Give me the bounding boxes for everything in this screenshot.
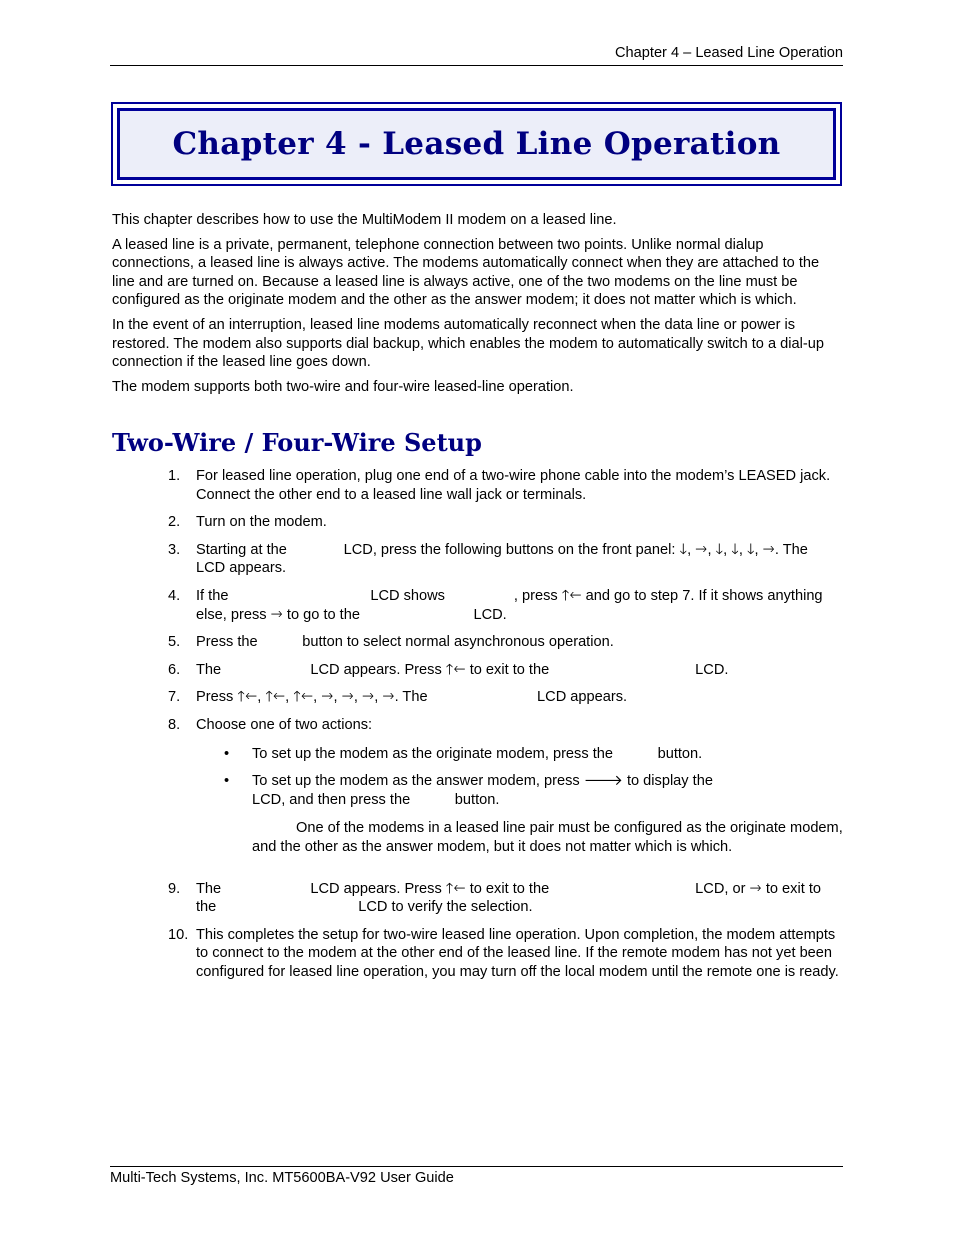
list-item (196, 772, 855, 809)
step-8-body (196, 716, 855, 871)
step-text: For leased line operation, plug one end of a two-wire phone cable into the modem’s LEASED jack. Connect the other end to a leased line wall jack or terminals. (196, 468, 831, 503)
step-number: 7. (168, 689, 181, 706)
step-text: Press 🡑🡐, 🡑🡐, 🡑🡐, 🡒, 🡒, 🡒, 🡒. The LCD appears. (196, 689, 628, 706)
running-header (110, 44, 843, 66)
step-number: 4. (168, 587, 181, 604)
bullet-icon: • (224, 773, 230, 790)
step-text: Turn on the modem. (196, 514, 327, 531)
step-number: 5. (168, 634, 181, 651)
step-number: 6. (168, 661, 181, 678)
page-footer (110, 1166, 843, 1188)
step-number: 9. (168, 880, 181, 897)
list-item (112, 926, 843, 982)
list-item (112, 513, 843, 532)
step-text: Starting at the LCD, press the following buttons on the front panel: 🡓, 🡒, 🡓, 🡓, 🡓, 🡒. The LCD appears. (196, 541, 950, 577)
list-item (112, 541, 950, 578)
list-item (112, 688, 843, 707)
step-number: 10. (168, 926, 189, 943)
list-item (112, 633, 843, 652)
step-number: 2. (168, 514, 181, 531)
list-item (112, 467, 843, 504)
step-text: The LCD appears. Press 🡑🡐 to exit to the LCD. (196, 661, 729, 678)
step-number: 1. (168, 468, 181, 484)
chapter-title-inner (117, 108, 836, 180)
step-number: 3. (168, 541, 181, 558)
setup-steps-list (112, 467, 950, 990)
chapter-title-box (111, 102, 842, 186)
intro-paragraph-2: A leased line is a private, permanent, telephone connection between two points. Unlike normal dialup connections, a leased line is always active. The modems automatically connect when they are attached to the line and are turned on. Because a leased line is always active, one of the two modems on the line must be configured as the originate modem and the other as the answer modem; it does not matter which is which. (112, 236, 820, 309)
option-text: To set up the modem as the answer modem, press 🡒 to display the LCD, and then press the button. (252, 773, 855, 808)
step-text: The LCD appears. Press 🡑🡐 to exit to the LCD, or 🡒 to exit to the LCD to verify the selection. (196, 880, 826, 916)
step-text: If the LCD shows , press 🡑🡐 and go to step 7. If it shows anything else, press 🡒 to go to the LCD. (196, 587, 827, 623)
step-text: This completes the setup for two-wire leased line operation. Upon completion, the modem attempts to connect to the modem at the other end of the leased line. If the remote modem has not yet been configured for leased line operation, you may turn off the local modem until the remote one is ready. (196, 926, 839, 980)
intro-section (112, 211, 843, 402)
running-header-title: Chapter 4 – Leased Line Operation (615, 45, 843, 61)
list-item (112, 587, 843, 624)
step-text: Press the button to select normal asynchronous operation. (196, 634, 614, 651)
chapter-title: Chapter 4 - Leased Line Operation (172, 125, 781, 162)
option-text: To set up the modem as the originate modem, press the button. (252, 745, 703, 762)
footer-text: Multi-Tech Systems, Inc. MT5600BA-V92 User Guide (110, 1170, 454, 1186)
step-number: 8. (168, 716, 181, 733)
step-8-options (196, 745, 855, 810)
intro-paragraph-4: The modem supports both two-wire and four-wire leased-line operation. (112, 378, 574, 395)
intro-paragraph-3: In the event of an interruption, leased line modems automatically reconnect when the data line or power is restored. The modem also supports dial backup, which enables the modem to automatically switch to a dial-up connection if the leased line goes down. (112, 316, 824, 371)
section-title: Two-Wire / Four-Wire Setup (112, 428, 482, 457)
bullet-icon: • (224, 745, 230, 762)
list-item (112, 880, 843, 917)
list-item (112, 661, 843, 680)
note (252, 819, 843, 856)
list-item (196, 745, 843, 764)
intro-paragraph-1: This chapter describes how to use the MultiModem II modem on a leased line. (112, 212, 617, 228)
note-text: One of the modems in a leased line pair must be configured as the originate modem, and the other as the answer modem, but it does not matter which is which. (252, 820, 843, 855)
step-text: Choose one of two actions: (196, 716, 373, 733)
list-item (112, 716, 855, 871)
